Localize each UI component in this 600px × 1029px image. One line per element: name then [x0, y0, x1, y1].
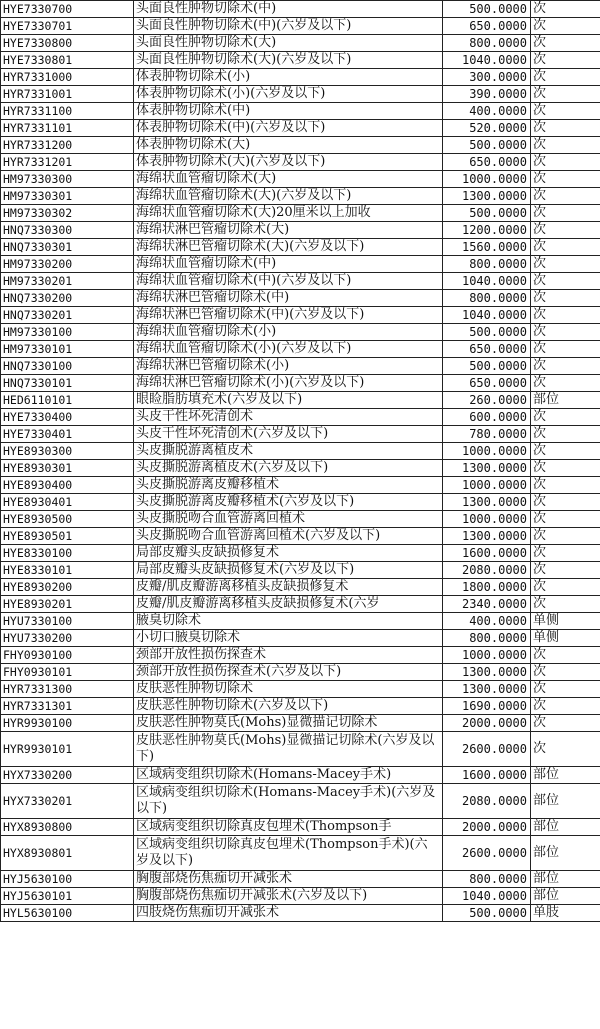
table-row [1, 205, 600, 222]
item-code: HNQ7330100 [1, 358, 134, 375]
item-price: 2600.0000 [443, 836, 531, 871]
item-code: HYE8930501 [1, 528, 134, 545]
item-unit: 次 [531, 341, 600, 358]
item-name: 体表肿物切除术(大)(六岁及以下) [134, 154, 443, 171]
item-price: 800.0000 [443, 630, 531, 647]
table-row [1, 460, 600, 477]
item-price: 800.0000 [443, 35, 531, 52]
item-unit: 单侧 [531, 630, 600, 647]
table-row [1, 477, 600, 494]
item-unit: 部位 [531, 871, 600, 888]
item-price: 2080.0000 [443, 562, 531, 579]
item-price: 1560.0000 [443, 239, 531, 256]
item-name: 头皮撕脱游离植皮术 [134, 443, 443, 460]
item-unit: 次 [531, 545, 600, 562]
item-price: 1300.0000 [443, 188, 531, 205]
item-price: 800.0000 [443, 871, 531, 888]
item-name: 海绵状血管瘤切除术(中)(六岁及以下) [134, 273, 443, 290]
item-name: 头面良性肿物切除术(中) [134, 1, 443, 18]
item-name: 区域病变组织切除真皮包埋术(Thompson手术)(六岁及以下) [134, 836, 443, 871]
table-row [1, 562, 600, 579]
item-code: HYX8930800 [1, 819, 134, 836]
table-row [1, 871, 600, 888]
table-row [1, 664, 600, 681]
item-unit: 次 [531, 239, 600, 256]
table-row [1, 103, 600, 120]
item-price: 1200.0000 [443, 222, 531, 239]
item-unit: 次 [531, 494, 600, 511]
item-code: HYL5630100 [1, 905, 134, 922]
item-price: 500.0000 [443, 205, 531, 222]
item-price: 1600.0000 [443, 545, 531, 562]
item-unit: 次 [531, 222, 600, 239]
table-row [1, 273, 600, 290]
item-unit: 次 [531, 443, 600, 460]
table-row [1, 341, 600, 358]
item-unit: 次 [531, 154, 600, 171]
table-row [1, 86, 600, 103]
table-row [1, 358, 600, 375]
item-code: HNQ7330301 [1, 239, 134, 256]
item-code: HNQ7330101 [1, 375, 134, 392]
table-row [1, 819, 600, 836]
item-unit: 部位 [531, 836, 600, 871]
item-unit: 部位 [531, 392, 600, 409]
item-name: 皮肤恶性肿物莫氏(Mohs)显微描记切除术(六岁及以下) [134, 732, 443, 767]
item-name: 皮瓣/肌皮瓣游离移植头皮缺损修复术 [134, 579, 443, 596]
table-row [1, 494, 600, 511]
item-name: 海绵状淋巴管瘤切除术(大) [134, 222, 443, 239]
item-unit: 次 [531, 324, 600, 341]
item-price: 650.0000 [443, 375, 531, 392]
item-name: 胸腹部烧伤焦痂切开减张术 [134, 871, 443, 888]
item-unit: 单侧 [531, 613, 600, 630]
item-code: HYR7331101 [1, 120, 134, 137]
item-code: HYE8930400 [1, 477, 134, 494]
item-name: 海绵状淋巴管瘤切除术(中) [134, 290, 443, 307]
item-code: HM97330301 [1, 188, 134, 205]
item-price: 500.0000 [443, 358, 531, 375]
item-name: 头皮撕脱游离皮瓣移植术 [134, 477, 443, 494]
item-code: HYE8930200 [1, 579, 134, 596]
table-row [1, 1, 600, 18]
item-name: 海绵状淋巴管瘤切除术(大)(六岁及以下) [134, 239, 443, 256]
item-price: 1600.0000 [443, 767, 531, 784]
item-price: 800.0000 [443, 290, 531, 307]
item-name: 四肢烧伤焦痂切开减张术 [134, 905, 443, 922]
item-name: 小切口腋臭切除术 [134, 630, 443, 647]
item-unit: 次 [531, 732, 600, 767]
item-price: 1300.0000 [443, 681, 531, 698]
item-code: HYR7331201 [1, 154, 134, 171]
item-price: 1040.0000 [443, 273, 531, 290]
item-code: HM97330101 [1, 341, 134, 358]
item-code: HM97330302 [1, 205, 134, 222]
item-code: HM97330200 [1, 256, 134, 273]
table-row [1, 137, 600, 154]
item-name: 腋臭切除术 [134, 613, 443, 630]
item-name: 头面良性肿物切除术(大)(六岁及以下) [134, 52, 443, 69]
item-unit: 次 [531, 698, 600, 715]
item-name: 海绵状淋巴管瘤切除术(小) [134, 358, 443, 375]
item-name: 头面良性肿物切除术(大) [134, 35, 443, 52]
item-name: 局部皮瓣头皮缺损修复术 [134, 545, 443, 562]
table-row [1, 188, 600, 205]
item-name: 局部皮瓣头皮缺损修复术(六岁及以下) [134, 562, 443, 579]
item-price: 390.0000 [443, 86, 531, 103]
item-price: 780.0000 [443, 426, 531, 443]
table-row [1, 836, 600, 871]
table-row [1, 256, 600, 273]
item-name: 皮肤恶性肿物切除术(六岁及以下) [134, 698, 443, 715]
item-unit: 次 [531, 273, 600, 290]
item-unit: 次 [531, 290, 600, 307]
table-row [1, 154, 600, 171]
item-price: 1000.0000 [443, 511, 531, 528]
item-unit: 部位 [531, 784, 600, 819]
item-name: 海绵状血管瘤切除术(小)(六岁及以下) [134, 341, 443, 358]
item-price: 600.0000 [443, 409, 531, 426]
table-row [1, 545, 600, 562]
table-row [1, 18, 600, 35]
item-code: HM97330100 [1, 324, 134, 341]
item-unit: 部位 [531, 767, 600, 784]
item-name: 颈部开放性损伤探查术(六岁及以下) [134, 664, 443, 681]
item-name: 体表肿物切除术(中)(六岁及以下) [134, 120, 443, 137]
item-unit: 次 [531, 562, 600, 579]
item-name: 皮肤恶性肿物切除术 [134, 681, 443, 698]
table-row [1, 35, 600, 52]
item-unit: 次 [531, 477, 600, 494]
item-code: HYR7331301 [1, 698, 134, 715]
item-price: 1040.0000 [443, 307, 531, 324]
item-price: 400.0000 [443, 103, 531, 120]
item-code: HYU7330200 [1, 630, 134, 647]
item-name: 体表肿物切除术(小)(六岁及以下) [134, 86, 443, 103]
table-row [1, 647, 600, 664]
item-unit: 次 [531, 715, 600, 732]
item-code: HYE7330401 [1, 426, 134, 443]
item-name: 头皮干性坏死清创术(六岁及以下) [134, 426, 443, 443]
table-row [1, 392, 600, 409]
item-unit: 次 [531, 103, 600, 120]
item-price: 1690.0000 [443, 698, 531, 715]
item-code: HYE8330101 [1, 562, 134, 579]
item-unit: 次 [531, 1, 600, 18]
item-price: 650.0000 [443, 154, 531, 171]
item-code: HYE8930401 [1, 494, 134, 511]
item-code: HYE7330400 [1, 409, 134, 426]
item-unit: 次 [531, 528, 600, 545]
table-row [1, 681, 600, 698]
item-unit: 次 [531, 18, 600, 35]
item-unit: 次 [531, 511, 600, 528]
item-code: HYR7331200 [1, 137, 134, 154]
table-row [1, 888, 600, 905]
fee-table-body [1, 1, 600, 922]
table-row [1, 375, 600, 392]
item-code: FHY0930101 [1, 664, 134, 681]
table-row [1, 630, 600, 647]
table-row [1, 307, 600, 324]
table-row [1, 52, 600, 69]
item-name: 区域病变组织切除术(Homans-Macey手术)(六岁及以下) [134, 784, 443, 819]
item-unit: 次 [531, 256, 600, 273]
item-unit: 次 [531, 426, 600, 443]
item-name: 区域病变组织切除术(Homans-Macey手术) [134, 767, 443, 784]
item-unit: 次 [531, 681, 600, 698]
item-unit: 次 [531, 579, 600, 596]
table-row [1, 613, 600, 630]
item-unit: 次 [531, 205, 600, 222]
item-name: 海绵状淋巴管瘤切除术(小)(六岁及以下) [134, 375, 443, 392]
item-name: 眼睑脂肪填充术(六岁及以下) [134, 392, 443, 409]
table-row [1, 905, 600, 922]
table-row [1, 698, 600, 715]
table-row [1, 324, 600, 341]
item-unit: 次 [531, 307, 600, 324]
item-code: HED6110101 [1, 392, 134, 409]
item-price: 500.0000 [443, 1, 531, 18]
table-row [1, 732, 600, 767]
item-code: HYE8930301 [1, 460, 134, 477]
item-price: 800.0000 [443, 256, 531, 273]
item-unit: 次 [531, 69, 600, 86]
item-price: 2000.0000 [443, 715, 531, 732]
table-row [1, 511, 600, 528]
item-unit: 次 [531, 52, 600, 69]
item-price: 2600.0000 [443, 732, 531, 767]
table-row [1, 579, 600, 596]
item-code: HYE8330100 [1, 545, 134, 562]
item-code: HYX7330200 [1, 767, 134, 784]
table-row [1, 596, 600, 613]
item-code: HYR7331100 [1, 103, 134, 120]
item-code: HYE7330801 [1, 52, 134, 69]
item-unit: 次 [531, 35, 600, 52]
item-code: HYE7330701 [1, 18, 134, 35]
item-price: 500.0000 [443, 324, 531, 341]
item-name: 海绵状血管瘤切除术(大)20厘米以上加收 [134, 205, 443, 222]
item-unit: 次 [531, 409, 600, 426]
table-row [1, 222, 600, 239]
table-row [1, 715, 600, 732]
item-unit: 次 [531, 647, 600, 664]
item-price: 1300.0000 [443, 494, 531, 511]
item-name: 体表肿物切除术(中) [134, 103, 443, 120]
item-code: HYR7331000 [1, 69, 134, 86]
item-code: HYR9930100 [1, 715, 134, 732]
item-name: 头皮撕脱游离植皮术(六岁及以下) [134, 460, 443, 477]
item-name: 海绵状血管瘤切除术(小) [134, 324, 443, 341]
item-code: FHY0930100 [1, 647, 134, 664]
item-name: 海绵状血管瘤切除术(大) [134, 171, 443, 188]
item-code: HYU7330100 [1, 613, 134, 630]
item-price: 1300.0000 [443, 460, 531, 477]
item-code: HM97330300 [1, 171, 134, 188]
item-price: 1800.0000 [443, 579, 531, 596]
item-name: 区域病变组织切除真皮包埋术(Thompson手 [134, 819, 443, 836]
item-unit: 次 [531, 460, 600, 477]
item-price: 1300.0000 [443, 528, 531, 545]
item-code: HNQ7330200 [1, 290, 134, 307]
item-unit: 部位 [531, 888, 600, 905]
item-name: 皮瓣/肌皮瓣游离移植头皮缺损修复术(六岁 [134, 596, 443, 613]
item-unit: 次 [531, 188, 600, 205]
item-name: 头皮撕脱吻合血管游离回植术(六岁及以下) [134, 528, 443, 545]
table-row [1, 290, 600, 307]
item-name: 头皮撕脱游离皮瓣移植术(六岁及以下) [134, 494, 443, 511]
item-price: 1040.0000 [443, 888, 531, 905]
item-name: 海绵状淋巴管瘤切除术(中)(六岁及以下) [134, 307, 443, 324]
item-price: 400.0000 [443, 613, 531, 630]
item-price: 1000.0000 [443, 647, 531, 664]
table-row [1, 784, 600, 819]
item-price: 2000.0000 [443, 819, 531, 836]
item-name: 皮肤恶性肿物莫氏(Mohs)显微描记切除术 [134, 715, 443, 732]
item-name: 颈部开放性损伤探查术 [134, 647, 443, 664]
table-row [1, 239, 600, 256]
table-row [1, 443, 600, 460]
item-code: HYR7331001 [1, 86, 134, 103]
item-code: HNQ7330300 [1, 222, 134, 239]
item-unit: 次 [531, 137, 600, 154]
item-code: HYJ5630101 [1, 888, 134, 905]
item-unit: 次 [531, 375, 600, 392]
item-code: HYR9930101 [1, 732, 134, 767]
item-price: 260.0000 [443, 392, 531, 409]
item-name: 头面良性肿物切除术(中)(六岁及以下) [134, 18, 443, 35]
item-unit: 单肢 [531, 905, 600, 922]
table-row [1, 69, 600, 86]
item-unit: 次 [531, 358, 600, 375]
item-unit: 次 [531, 171, 600, 188]
item-unit: 次 [531, 86, 600, 103]
item-price: 1040.0000 [443, 52, 531, 69]
item-code: HYE8930300 [1, 443, 134, 460]
item-price: 1000.0000 [443, 477, 531, 494]
item-unit: 次 [531, 664, 600, 681]
item-code: HM97330201 [1, 273, 134, 290]
item-price: 1300.0000 [443, 664, 531, 681]
table-row [1, 409, 600, 426]
item-price: 500.0000 [443, 137, 531, 154]
item-code: HYE7330700 [1, 1, 134, 18]
item-name: 海绵状血管瘤切除术(中) [134, 256, 443, 273]
item-price: 650.0000 [443, 341, 531, 358]
item-code: HYE8930201 [1, 596, 134, 613]
item-price: 2340.0000 [443, 596, 531, 613]
item-name: 头皮撕脱吻合血管游离回植术 [134, 511, 443, 528]
item-name: 胸腹部烧伤焦痂切开减张术(六岁及以下) [134, 888, 443, 905]
item-code: HYE8930500 [1, 511, 134, 528]
table-row [1, 120, 600, 137]
table-row [1, 528, 600, 545]
item-code: HYJ5630100 [1, 871, 134, 888]
item-name: 体表肿物切除术(大) [134, 137, 443, 154]
table-row [1, 171, 600, 188]
item-code: HYR7331300 [1, 681, 134, 698]
item-price: 2080.0000 [443, 784, 531, 819]
item-name: 头皮干性坏死清创术 [134, 409, 443, 426]
item-price: 650.0000 [443, 18, 531, 35]
item-unit: 次 [531, 596, 600, 613]
item-code: HYE7330800 [1, 35, 134, 52]
item-name: 海绵状血管瘤切除术(大)(六岁及以下) [134, 188, 443, 205]
item-unit: 部位 [531, 819, 600, 836]
table-row [1, 767, 600, 784]
item-name: 体表肿物切除术(小) [134, 69, 443, 86]
item-price: 1000.0000 [443, 171, 531, 188]
item-price: 500.0000 [443, 905, 531, 922]
item-code: HNQ7330201 [1, 307, 134, 324]
item-unit: 次 [531, 120, 600, 137]
table-row [1, 426, 600, 443]
item-price: 300.0000 [443, 69, 531, 86]
item-code: HYX7330201 [1, 784, 134, 819]
item-price: 520.0000 [443, 120, 531, 137]
item-price: 1000.0000 [443, 443, 531, 460]
item-code: HYX8930801 [1, 836, 134, 871]
